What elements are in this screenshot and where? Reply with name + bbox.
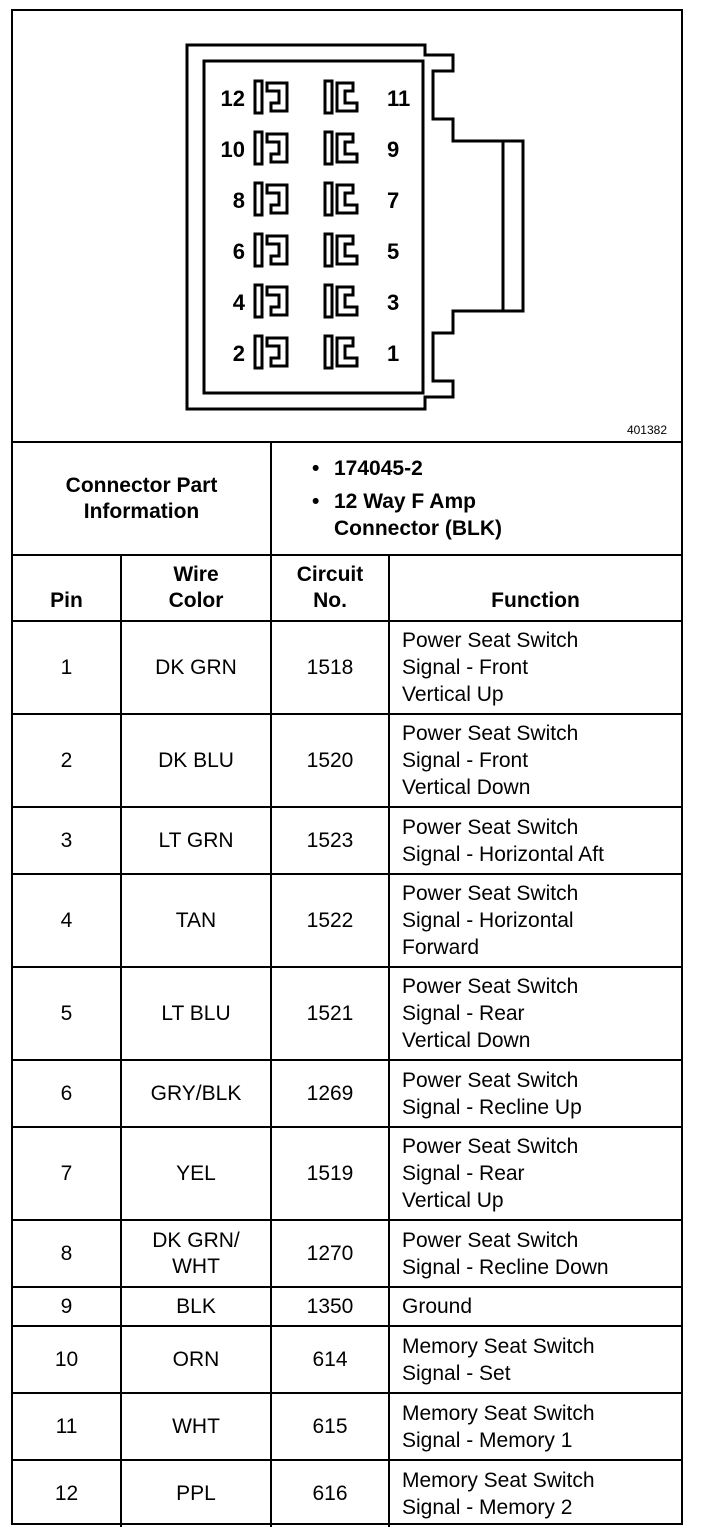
table-row [13, 807, 681, 874]
pin-cell: 12 [13, 1460, 121, 1527]
header-circuit-no: Circuit No. [271, 555, 389, 621]
connector-sheet [11, 9, 683, 1525]
connector-diagram-panel [13, 11, 681, 443]
connector-info-row [13, 442, 681, 555]
circuit-cell: 1522 [271, 874, 389, 967]
table-row [13, 1127, 681, 1220]
table-row [13, 967, 681, 1060]
wire-color-cell: WHT [121, 1393, 271, 1460]
header-function: Function [389, 555, 681, 621]
pin-cell: 8 [13, 1220, 121, 1287]
circuit-cell: 1518 [271, 621, 389, 714]
pin-number-labels [221, 86, 411, 366]
pin-cell: 7 [13, 1127, 121, 1220]
terminal-cavity [255, 132, 287, 164]
circuit-cell: 1523 [271, 807, 389, 874]
connector-info-list [272, 443, 681, 554]
pin-cell: 6 [13, 1060, 121, 1127]
pin-cell: 10 [13, 1326, 121, 1393]
function-cell: Memory Seat Switch Signal - Memory 2 [389, 1460, 681, 1527]
connector-info-values [271, 442, 681, 555]
circuit-cell: 1520 [271, 714, 389, 807]
function-cell: Power Seat Switch Signal - Front Vertical Up [389, 621, 681, 714]
terminal-cavity [325, 81, 357, 113]
function-cell: Power Seat Switch Signal - Rear Vertical Down [389, 967, 681, 1060]
terminal-cavities [255, 81, 357, 368]
pin-number-label: 6 [232, 239, 245, 264]
circuit-cell: 615 [271, 1393, 389, 1460]
pin-number-label: 3 [387, 290, 400, 315]
pin-number-label: 7 [387, 188, 400, 213]
pin-cell: 1 [13, 621, 121, 714]
table-row [13, 1460, 681, 1527]
pin-cell: 9 [13, 1287, 121, 1326]
table-row [13, 1393, 681, 1460]
wire-color-cell: LT BLU [121, 967, 271, 1060]
wire-color-cell: BLK [121, 1287, 271, 1326]
terminal-cavity [255, 183, 287, 215]
function-cell: Power Seat Switch Signal - Rear Vertical Up [389, 1127, 681, 1220]
pinout-table [13, 441, 681, 1527]
pin-cell: 4 [13, 874, 121, 967]
wire-color-cell: DK BLU [121, 714, 271, 807]
function-cell: Power Seat Switch Signal - Horizontal Forward [389, 874, 681, 967]
table-row [13, 1060, 681, 1127]
pin-number-label: 4 [232, 290, 245, 315]
table-row [13, 1287, 681, 1326]
pin-cell: 5 [13, 967, 121, 1060]
circuit-cell: 1521 [271, 967, 389, 1060]
function-cell: Memory Seat Switch Signal - Memory 1 [389, 1393, 681, 1460]
wire-color-cell: YEL [121, 1127, 271, 1220]
terminal-cavity [325, 183, 357, 215]
wire-color-cell: ORN [121, 1326, 271, 1393]
terminal-cavity [325, 285, 357, 317]
connector-type: • 12 Way F Amp Connector (BLK) [312, 488, 681, 542]
terminal-cavity [325, 132, 357, 164]
circuit-cell: 1519 [271, 1127, 389, 1220]
function-cell: Power Seat Switch Signal - Front Vertical Down [389, 714, 681, 807]
terminal-cavity [325, 336, 357, 368]
terminal-cavity [255, 285, 287, 317]
terminal-cavity [255, 234, 287, 266]
wire-color-cell: LT GRN [121, 807, 271, 874]
table-row [13, 714, 681, 807]
pin-number-label: 9 [387, 137, 400, 162]
table-row [13, 874, 681, 967]
pin-number-label: 10 [220, 137, 245, 162]
pin-number-label: 8 [232, 188, 245, 213]
pin-number-label: 5 [387, 239, 400, 264]
circuit-cell: 1350 [271, 1287, 389, 1326]
pin-cell: 11 [13, 1393, 121, 1460]
pin-number-label: 12 [220, 86, 245, 111]
pin-number-label: 11 [387, 86, 411, 111]
connector-info-label: Connector Part Information [13, 442, 271, 555]
pin-cell: 2 [13, 714, 121, 807]
table-header-row [13, 555, 681, 621]
header-pin: Pin [13, 555, 121, 621]
pin-cell: 3 [13, 807, 121, 874]
circuit-cell: 614 [271, 1326, 389, 1393]
connector-part-number: • 174045-2 [312, 455, 681, 482]
function-cell: Power Seat Switch Signal - Recline Down [389, 1220, 681, 1287]
function-cell: Power Seat Switch Signal - Horizontal Aft [389, 807, 681, 874]
circuit-cell: 616 [271, 1460, 389, 1527]
table-row [13, 1220, 681, 1287]
function-cell: Power Seat Switch Signal - Recline Up [389, 1060, 681, 1127]
function-cell: Memory Seat Switch Signal - Set [389, 1326, 681, 1393]
wire-color-cell: PPL [121, 1460, 271, 1527]
figure-id: 401382 [626, 423, 667, 437]
table-row [13, 1326, 681, 1393]
pin-number-label: 1 [387, 341, 400, 366]
table-row [13, 621, 681, 714]
connector-face-diagram [13, 11, 681, 441]
terminal-cavity [325, 234, 357, 266]
function-cell: Ground [389, 1287, 681, 1326]
wire-color-cell: GRY/BLK [121, 1060, 271, 1127]
circuit-cell: 1270 [271, 1220, 389, 1287]
pin-number-label: 2 [232, 341, 245, 366]
wire-color-cell: TAN [121, 874, 271, 967]
header-wire-color: Wire Color [121, 555, 271, 621]
wire-color-cell: DK GRN/ WHT [121, 1220, 271, 1287]
wire-color-cell: DK GRN [121, 621, 271, 714]
terminal-cavity [255, 81, 287, 113]
circuit-cell: 1269 [271, 1060, 389, 1127]
terminal-cavity [255, 336, 287, 368]
